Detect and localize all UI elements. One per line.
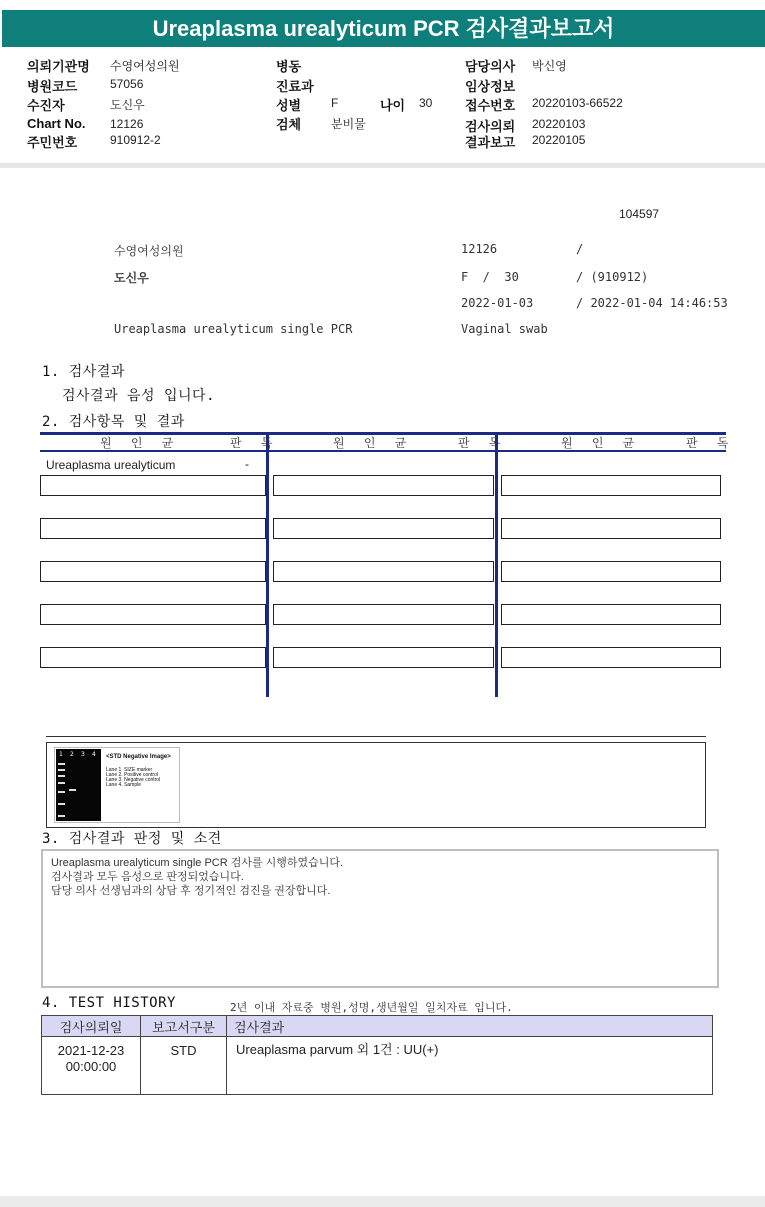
lane-number: 3 bbox=[81, 751, 85, 758]
summary-sex-age: F / 30 bbox=[461, 270, 519, 284]
rrn-value: 910912-2 bbox=[110, 133, 161, 147]
gel-lanes-area bbox=[56, 749, 101, 821]
request-value: 20220103 bbox=[532, 117, 586, 131]
sex-value: F bbox=[331, 96, 339, 110]
history-type: STD bbox=[141, 1037, 227, 1095]
marker-band bbox=[58, 791, 65, 793]
gel-image-title: <STD Negative Image> bbox=[106, 754, 171, 760]
doctor-label: 담당의사 bbox=[465, 59, 516, 74]
lane-number: 1 bbox=[59, 751, 63, 758]
result-cell bbox=[273, 647, 494, 668]
ward-label: 병동 bbox=[276, 59, 302, 74]
col3-judgement-header: 판 독 bbox=[686, 436, 735, 450]
doctor-value: 박신영 bbox=[532, 59, 567, 73]
marker-band bbox=[58, 775, 65, 777]
result-cell bbox=[501, 518, 721, 539]
result-cell bbox=[40, 518, 266, 539]
positive-band bbox=[69, 789, 76, 791]
lane-number: 4 bbox=[92, 751, 96, 758]
report-title: Ureaplasma urealyticum PCR 검사결과보고서 bbox=[2, 10, 765, 47]
result-cell bbox=[501, 561, 721, 582]
institution-value: 수영여성의원 bbox=[110, 59, 180, 73]
col1-judgement-header: 판 독 bbox=[230, 436, 279, 450]
result-cell bbox=[273, 518, 494, 539]
result-cell bbox=[273, 604, 494, 625]
result-cell bbox=[501, 647, 721, 668]
history-date: 2021-12-23 bbox=[57, 1043, 125, 1058]
summary-rrn: / (910912) bbox=[576, 270, 649, 284]
lane-number: 2 bbox=[70, 751, 74, 758]
chart-label: Chart No. bbox=[27, 116, 86, 131]
table-row bbox=[42, 1037, 713, 1095]
opinion-line: 담당 의사 선생님과의 상담 후 정기적인 검진을 권장합니다. bbox=[51, 885, 331, 897]
gel-legend-line: Lane 1. SIZE marker bbox=[106, 767, 153, 773]
marker-band bbox=[58, 782, 65, 784]
history-col-date: 검사의뢰일 bbox=[42, 1016, 141, 1037]
result-cell bbox=[273, 475, 494, 496]
reception-value: 20220103-66522 bbox=[532, 96, 623, 110]
clinical-info-label: 임상정보 bbox=[465, 79, 516, 94]
col1-pathogen-header: 원 인 균 bbox=[100, 436, 180, 450]
hospital-code-label: 병원코드 bbox=[27, 79, 78, 94]
age-label: 나이 bbox=[380, 98, 406, 113]
result-cell bbox=[501, 475, 721, 496]
result-cell bbox=[40, 475, 266, 496]
rrn-label: 주민번호 bbox=[27, 135, 78, 150]
hospital-code-value: 57056 bbox=[110, 77, 144, 91]
history-time: 00:00:00 bbox=[65, 1059, 117, 1074]
summary-patient: 도신우 bbox=[114, 271, 149, 285]
summary-date-report: / 2022-01-04 14:46:53 bbox=[576, 296, 728, 310]
marker-band bbox=[58, 769, 65, 771]
opinion-line: Ureaplasma urealyticum single PCR 검사를 시행하였습니다. bbox=[51, 857, 344, 869]
summary-chart: 12126 bbox=[461, 242, 498, 256]
section4-heading: 4. TEST HISTORY bbox=[42, 995, 176, 1011]
age-value: 30 bbox=[419, 96, 433, 110]
section2-heading: 2. 검사항목 및 결과 bbox=[42, 414, 185, 430]
summary-date-request: 2022-01-03 bbox=[461, 296, 534, 310]
summary-institution: 수영여성의원 bbox=[114, 244, 184, 258]
result-cell bbox=[501, 604, 721, 625]
header-divider bbox=[0, 163, 765, 168]
result-cell bbox=[273, 561, 494, 582]
grid-divider-1 bbox=[266, 432, 269, 697]
marker-band bbox=[58, 815, 65, 817]
summary-slash: / bbox=[576, 242, 584, 256]
history-date-cell bbox=[42, 1037, 141, 1095]
sex-label: 성별 bbox=[276, 98, 302, 113]
reception-label: 접수번호 bbox=[465, 98, 516, 113]
col2-pathogen-header: 원 인 균 bbox=[333, 436, 413, 450]
marker-band bbox=[58, 803, 65, 805]
history-table bbox=[41, 1015, 713, 1095]
report-value: 20220105 bbox=[532, 133, 586, 147]
specimen-value: 분비물 bbox=[331, 117, 366, 131]
report-label: 결과보고 bbox=[465, 135, 516, 150]
report-id: 104597 bbox=[619, 207, 660, 221]
dept-label: 진료과 bbox=[276, 79, 314, 94]
opinion-box bbox=[41, 849, 719, 988]
gel-legend-line: Lane 2. Positive control bbox=[106, 772, 158, 778]
patient-label: 수진자 bbox=[27, 98, 65, 113]
result-cell bbox=[40, 561, 266, 582]
gel-legend-line: Lane 3. Negative control bbox=[106, 777, 161, 783]
specimen-label: 검체 bbox=[276, 117, 302, 132]
gel-legend bbox=[106, 768, 160, 788]
col3-pathogen-header: 원 인 균 bbox=[561, 436, 641, 450]
section1-heading: 1. 검사결과 bbox=[42, 364, 125, 380]
request-label: 검사의뢰 bbox=[465, 119, 516, 134]
history-note: 2년 이내 자료중 병원,성명,생년월일 일치자료 입니다. bbox=[230, 1001, 513, 1014]
gel-image bbox=[54, 747, 180, 823]
history-col-type: 보고서구분 bbox=[141, 1016, 227, 1037]
col2-judgement-header: 판 독 bbox=[458, 436, 507, 450]
patient-value: 도신우 bbox=[110, 98, 145, 112]
result-cell bbox=[40, 604, 266, 625]
row1-pathogen: Ureaplasma urealyticum bbox=[46, 458, 176, 472]
summary-test-name: Ureaplasma urealyticum single PCR bbox=[114, 322, 353, 336]
chart-value: 12126 bbox=[110, 117, 144, 131]
history-col-result: 검사결과 bbox=[227, 1016, 713, 1037]
section3-heading: 3. 검사결과 판정 및 소견 bbox=[42, 831, 222, 847]
institution-label: 의뢰기관명 bbox=[27, 59, 90, 74]
history-result: Ureaplasma parvum 외 1건 : UU(+) bbox=[227, 1037, 713, 1095]
row1-judgement: - bbox=[245, 457, 249, 471]
section1-result: 검사결과 음성 입니다. bbox=[62, 388, 216, 404]
image-top-rule bbox=[46, 736, 706, 737]
page-bottom-bar bbox=[0, 1196, 765, 1207]
marker-band bbox=[58, 763, 65, 765]
gel-legend-line: Lane 4. Sample bbox=[106, 782, 142, 788]
summary-sample: Vaginal swab bbox=[461, 322, 548, 336]
opinion-line: 검사결과 모두 음성으로 판정되었습니다. bbox=[51, 871, 244, 883]
result-cell bbox=[40, 647, 266, 668]
grid-divider-2 bbox=[495, 432, 498, 697]
